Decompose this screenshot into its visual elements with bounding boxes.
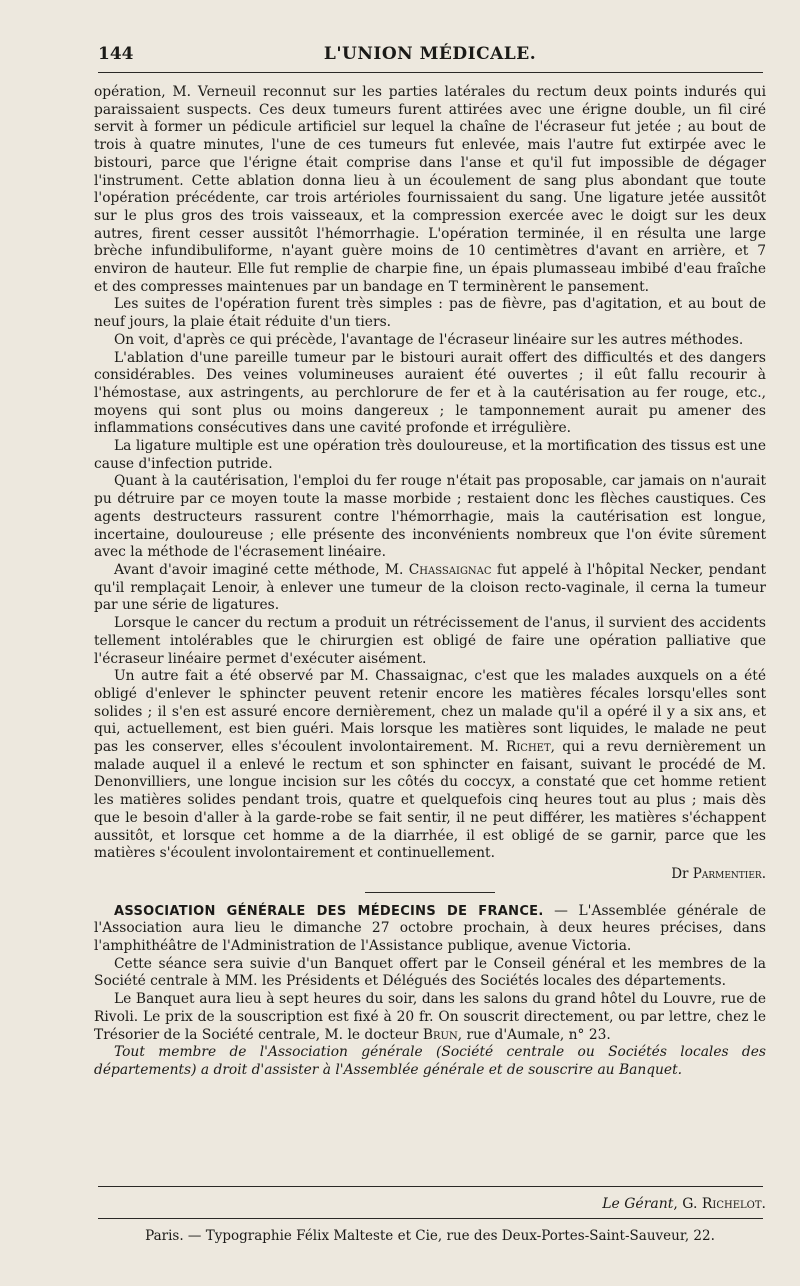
text-run: — L'Assemblée générale de l'Association aura lieu le dimanche 27 octobre prochain, à deux heures précises, dans l'amphithéâtre de l'Administration de l'Assistance publique, avenue Victoria. [94,902,766,955]
paragraph: L'ablation d'une pareille tumeur par le bistouri aurait offert des difficultés et des dangers considérables. Des veines volumineuses auraient été ouvertes ; il eût fallu recourir à l'hémostase, aux astringents, au perchlorure de fer et à la cautérisation au fer rouge, etc., moyens qui sont plus ou moins dangereux ; le tamponnement aurait pu amener des inflammations consécutives dans une cavité profonde et irrégulière. [94,349,766,437]
article-body [94,84,766,1080]
author-name: Richet [505,739,551,756]
paragraph [94,562,766,615]
paragraph: opération, M. Verneuil reconnut sur les parties latérales du rectum deux points indurés qui paraissaient suspects. Ces deux tumeurs furent attirées avec une érigne double, un fil ciré servit à former un pédicule artificiel sur lequel la chaîne de l'écraseur fut jetée ; au bout de trois à quatre minutes, l'une de ces tumeurs fut enlevée, mais l'autre fut extirpée avec le bistouri, parce que l'érigne était comprise dans l'anse et qu'il fut impossible de dégager l'instrument. Cette ablation donna lieu à un écoulement de sang plus abondant que toute l'opération précédente, car trois artérioles fournissaient du sang. Une ligature jetée aussitôt sur le plus gros des trois vaisseaux, et la compression exercée avec le doigt sur les deux autres, firent cesser aussitôt l'hémorrhagie. L'opération terminée, il en résulta une large brèche infundibuliforme, n'ayant guère moins de 10 centimètres d'avant en arrière, et 7 environ de hauteur. Elle fut remplie de charpie fine, un épais plumasseau imbibé d'eau fraîche et des compresses maintenues par un bandage en T terminèrent le pansement. [94,84,766,295]
page-number: 144 [98,44,134,64]
paragraph: On voit, d'après ce qui précède, l'avantage de l'écraseur linéaire sur les autres méthodes. [114,331,744,348]
text-run: Avant d'avoir imaginé cette méthode, M. [114,561,409,578]
paragraph: Les suites de l'opération furent très simples : pas de fièvre, pas d'agitation, et au bout de neuf jours, la plaie était réduite d'un tiers. [94,296,766,331]
footer-rule-2 [98,1218,763,1219]
footer-rule [98,1186,763,1187]
gerant-name: G. Richelot. [682,1196,766,1212]
journal-title: L'UNION MÉDICALE. [323,44,537,64]
section-divider [365,892,495,893]
text-run: , rue d'Aumale, n° 23. [457,1026,611,1043]
text-run: Le Banquet aura lieu à sept heures du soir, dans les salons du grand hôtel du Louvre, rue de Rivoli. Le prix de la souscription est fixé à 20 fr. On souscrit directement, ou par lettre, chez le Trésorier de la Société centrale, M. le docteur [94,991,766,1043]
text-run: Un autre fait a été observé par M. Chassaignac, c'est que les malades auxquels on a été obligé d'enlever le sphincter peuvent retenir encore les matières fécales lorsqu'elles sont solides ; il s'en est assuré encore dernièrement, chez un malade qu'il a opéré il y a six ans, et qui, actuellement, est bien guéri. Mais lorsque les matières sont liquides, le malade ne peut pas les conserver, elles s'écoulent involontairement. M. [94,668,766,756]
text-run: fut appelé à l'hôpital Necker, pendant qu'il remplaçait Lenoir, à enlever une tumeur de la cloison recto-vaginale, il cerna la tumeur par une série de ligatures. [94,561,766,614]
header-rule [98,72,763,73]
author-name: Chassaignac [408,561,492,578]
page-header [98,44,762,72]
paragraph: Quant à la cautérisation, l'emploi du fer rouge n'était pas proposable, car jamais on n'aurait pu détruire par ce moyen toute la masse morbide ; restaient donc les flèches caustiques. Ces agents destructeurs rassurent contre l'hémorrhagie, mais la cautérisation est longue, incertaine, douloureuse ; elle présente des inconvénients nombreux que l'on évite sûrement avec la méthode de l'écrasement linéaire. [94,473,766,561]
association-notice [94,903,766,956]
paragraph: Tout membre de l'Association générale (Société centrale ou Sociétés locales des départements) a droit d'assister à l'Assemblée générale et de souscrire au Banquet. [94,1044,766,1078]
paragraph [94,668,766,863]
gerant-label: Le Gérant [602,1196,674,1212]
article-signature [94,866,766,884]
paragraph: Cette séance sera suivie d'un Banquet offert par le Conseil général et les membres de la Société centrale à MM. les Présidents et Délégués des Sociétés locales des départements. [94,955,766,990]
association-title: ASSOCIATION GÉNÉRALE DES MÉDECINS DE FRANCE. [114,903,544,919]
signature-name: Parmentier. [692,865,766,882]
paragraph: La ligature multiple est une opération très douloureuse, et la mortification des tissus est une cause d'infection putride. [94,438,766,472]
text-run: , qui a revu dernièrement un malade auquel il a enlevé le rectum et son sphincter en faisant, suivant le procédé de M. Denonvilliers, une longue incision sur les côtés du coccyx, a constaté que cet homme retient les matières solides pendant trois, quatre et quelquefois cinq heures tout au plus ; mais dès que le besoin d'aller à la garde-robe se fait sentir, il ne peut différer, les matières s'échappent aussitôt, et lorsque cet homme a de la diarrhée, il est obligé de se garnir, parce que les matières s'écoulent involontairement et continuellement. [94,739,766,862]
printer-line: Paris. — Typographie Félix Malteste et Cie, rue des Deux-Portes-Saint-Sauveur, 22. [145,1228,715,1244]
treasurer-name: Brun [422,1026,458,1043]
gerant-line: Le Gérant, G. Richelot. [602,1196,766,1212]
paragraph: Lorsque le cancer du rectum a produit un rétrécissement de l'anus, il survient des accidents tellement intolérables que le chirurgien est obligé de faire une opération palliative que l'écraseur linéaire permet d'exécuter aisément. [94,615,766,667]
paragraph [94,991,766,1044]
signature-prefix: Dr [671,865,693,882]
